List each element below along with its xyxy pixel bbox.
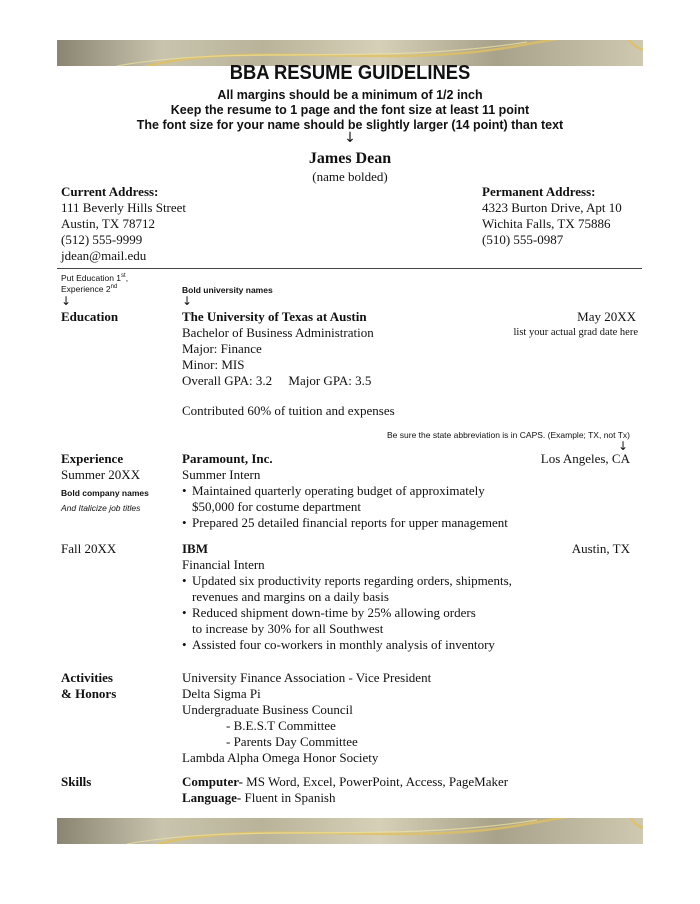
- gpa: Overall GPA: 3.2 Major GPA: 3.5: [182, 373, 372, 388]
- university-note: [182, 285, 273, 307]
- page-title: BBA RESUME GUIDELINES: [229, 62, 471, 84]
- skills-heading: Skills: [61, 774, 92, 789]
- university-name: The University of Texas at Austin: [182, 309, 367, 324]
- skills-list: [182, 774, 508, 806]
- candidate-name: James Dean: [308, 150, 392, 167]
- guideline-margins: All margins should be a minimum of 1/2 inch: [217, 88, 483, 102]
- permanent-address-label: Permanent Address:: [482, 184, 596, 199]
- job-bullet: • Maintained quarterly operating budget of approximately $50,000 for costume department: [182, 483, 508, 515]
- activity-item: Undergraduate Business Council: [182, 702, 353, 717]
- company-name: Paramount, Inc.: [182, 451, 273, 466]
- bold-university-note: Bold university names: [182, 285, 273, 295]
- activities-heading: Activities & Honors: [61, 670, 117, 701]
- italicize-note: And Italicize job titles: [61, 503, 141, 513]
- grad-date-note: list your actual grad date here: [513, 327, 638, 338]
- guideline-length: Keep the resume to 1 page and the font size at least 11 point: [170, 103, 530, 117]
- activity-item: University Finance Association - Vice President: [182, 670, 432, 685]
- current-address: [61, 184, 186, 264]
- permanent-address: [482, 184, 622, 248]
- down-arrow-icon: ↓: [61, 294, 72, 308]
- degree: Bachelor of Business Administration: [182, 325, 374, 340]
- job-paramount: [182, 451, 508, 531]
- experience-left-column: [61, 451, 140, 483]
- state-abbrev-note: Be sure the state abbreviation is in CAPS. (Example; TX, not Tx): [387, 430, 630, 440]
- activities-list: [182, 670, 431, 766]
- down-arrow-icon: ↓: [617, 439, 628, 453]
- down-arrow-icon: ↓: [344, 130, 356, 146]
- experience-heading: Experience: [61, 451, 124, 466]
- current-address-line1: 111 Beverly Hills Street: [61, 200, 187, 215]
- job-bullet: • Prepared 25 detailed financial reports for upper management: [182, 515, 508, 531]
- company-name: IBM: [182, 541, 208, 556]
- education-section: [182, 309, 395, 419]
- language-skills: Language- Fluent in Spanish: [182, 790, 336, 805]
- decorative-band-bottom: [57, 818, 643, 844]
- job-bullet: • Updated six productivity reports regarding orders, shipments, revenues and margins on a daily basis: [182, 573, 512, 605]
- job-bullet: • Reduced shipment down-time by 25% allowing orders to increase by 30% for all Southwest: [182, 605, 512, 637]
- minor: Minor: MIS: [182, 357, 245, 372]
- job-period: Fall 20XX: [61, 541, 117, 556]
- tuition: Contributed 60% of tuition and expenses: [182, 403, 395, 418]
- job-ibm: [182, 541, 512, 653]
- order-note-line2: Experience 2: [61, 284, 111, 294]
- computer-skills: Computer- MS Word, Excel, PowerPoint, Access, PageMaker: [182, 774, 509, 789]
- education-heading: Education: [61, 309, 119, 324]
- job-title: Summer Intern: [182, 467, 261, 482]
- activity-item: Delta Sigma Pi: [182, 686, 261, 701]
- current-address-label: Current Address:: [61, 184, 159, 199]
- divider: [57, 268, 642, 269]
- email: jdean@mail.edu: [61, 248, 147, 263]
- activity-subitem: - Parents Day Committee: [226, 734, 358, 749]
- order-note-line1: Put Education 1: [61, 273, 122, 283]
- current-phone: (512) 555-9999: [61, 232, 143, 247]
- permanent-phone: (510) 555-0987: [482, 232, 564, 247]
- graduation-date: May 20XX: [577, 309, 636, 324]
- job-location: Los Angeles, CA: [540, 451, 630, 466]
- major: Major: Finance: [182, 341, 262, 356]
- guideline-name-size: The font size for your name should be slightly larger (14 point) than text: [136, 118, 564, 132]
- order-note: Put Education 1st, Experience 2nd ↓: [61, 273, 129, 308]
- job-bullet: • Assisted four co-workers in monthly analysis of inventory: [182, 637, 512, 653]
- current-address-line2: Austin, TX 78712: [61, 216, 156, 231]
- job-title: Financial Intern: [182, 557, 265, 572]
- permanent-address-line2: Wichita Falls, TX 75886: [482, 216, 611, 231]
- permanent-address-line1: 4323 Burton Drive, Apt 10: [482, 200, 622, 215]
- job-location: Austin, TX: [571, 541, 630, 556]
- job-period: Summer 20XX: [61, 467, 141, 482]
- activity-item: Lambda Alpha Omega Honor Society: [182, 750, 379, 765]
- name-note: (name bolded): [312, 169, 388, 184]
- activity-subitem: - B.E.S.T Committee: [226, 718, 336, 733]
- bold-company-note: Bold company names: [61, 488, 149, 498]
- decorative-swoosh-icon: [57, 818, 643, 844]
- down-arrow-icon: ↓: [182, 294, 193, 308]
